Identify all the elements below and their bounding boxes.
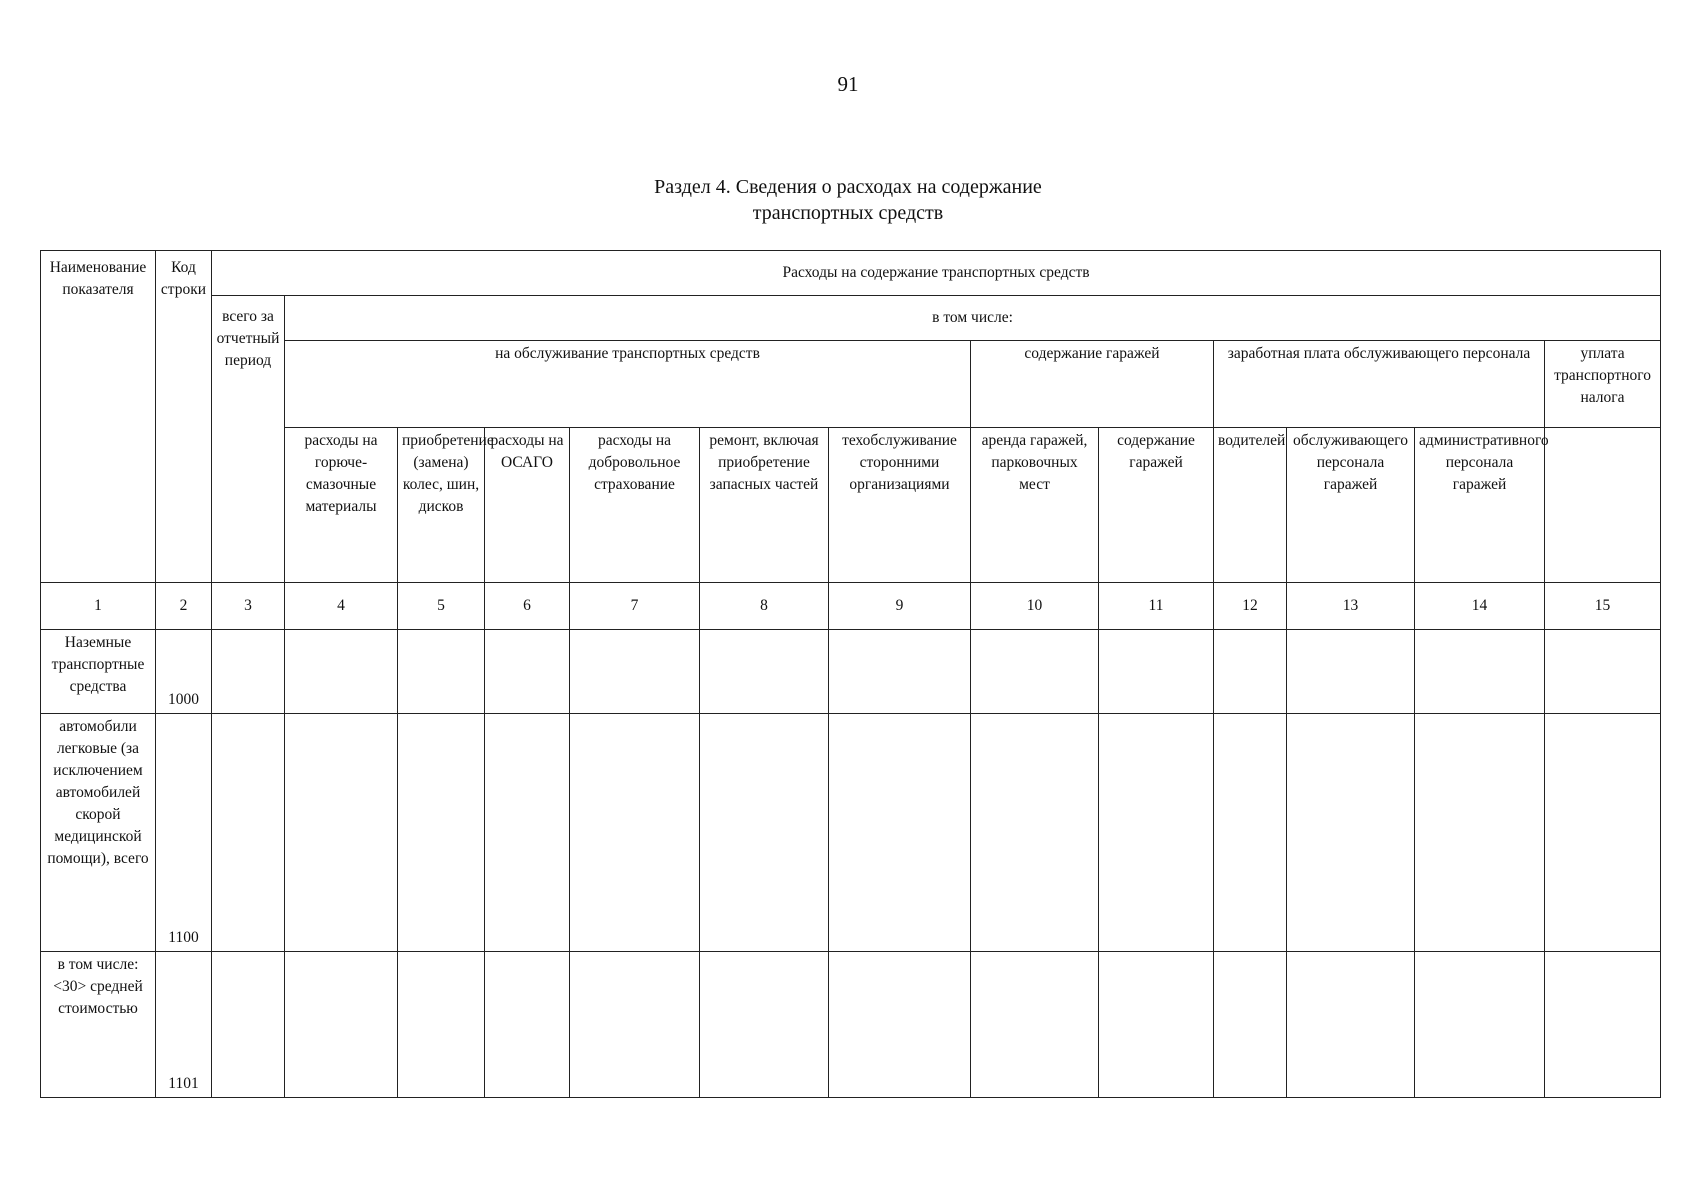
data-cell[interactable] — [971, 630, 1099, 714]
column-number: 3 — [212, 583, 285, 630]
column-number: 5 — [398, 583, 485, 630]
data-cell[interactable] — [829, 952, 971, 1098]
column-number: 7 — [570, 583, 700, 630]
data-cell[interactable] — [1545, 952, 1661, 1098]
row-code: 1100 — [156, 714, 212, 952]
data-cell[interactable] — [971, 714, 1099, 952]
data-cell[interactable] — [829, 714, 971, 952]
data-cell[interactable] — [1287, 714, 1415, 952]
data-cell[interactable] — [485, 630, 570, 714]
section-title — [0, 174, 1696, 226]
data-cell[interactable] — [570, 630, 700, 714]
data-cell[interactable] — [212, 952, 285, 1098]
header-wheels: приобретение (замена) колес, шин, дисков — [398, 428, 485, 583]
column-number: 6 — [485, 583, 570, 630]
column-number: 11 — [1099, 583, 1214, 630]
column-number: 12 — [1214, 583, 1287, 630]
column-number: 14 — [1415, 583, 1545, 630]
table-row — [41, 714, 1661, 952]
header-garage-upkeep: содержание гаражей — [1099, 428, 1214, 583]
header-total: всего за отчетный период — [212, 296, 285, 583]
data-cell[interactable] — [485, 714, 570, 952]
data-cell[interactable] — [212, 630, 285, 714]
page-number: 91 — [837, 72, 859, 96]
data-cell[interactable] — [285, 714, 398, 952]
header-fuel: расходы на горюче-смазочные материалы — [285, 428, 398, 583]
header-tax-empty — [1545, 428, 1661, 583]
header-group-garages: содержание гаражей — [971, 341, 1214, 428]
row-code: 1000 — [156, 630, 212, 714]
header-garage-rent: аренда гаражей, парковочных мест — [971, 428, 1099, 583]
data-cell[interactable] — [485, 952, 570, 1098]
column-number: 1 — [41, 583, 156, 630]
table-row — [41, 630, 1661, 714]
data-cell[interactable] — [1545, 630, 1661, 714]
data-cell[interactable] — [700, 952, 829, 1098]
section-title-line1: Раздел 4. Сведения о расходах на содержание — [654, 176, 1042, 198]
header-repair: ремонт, включая приобретение запасных частей — [700, 428, 829, 583]
column-number: 2 — [156, 583, 212, 630]
header-group-service: на обслуживание транспортных средств — [285, 341, 971, 428]
data-cell[interactable] — [398, 630, 485, 714]
row-code: 1101 — [156, 952, 212, 1098]
column-number-row — [41, 583, 1661, 630]
data-cell[interactable] — [700, 630, 829, 714]
header-voluntary-insurance: расходы на добровольное страхование — [570, 428, 700, 583]
data-cell[interactable] — [212, 714, 285, 952]
expenses-table — [40, 250, 1661, 1098]
data-cell[interactable] — [1099, 630, 1214, 714]
header-expenses: Расходы на содержание транспортных средств — [212, 251, 1661, 296]
header-drivers: водителей — [1214, 428, 1287, 583]
column-number: 15 — [1545, 583, 1661, 630]
data-cell[interactable] — [829, 630, 971, 714]
column-number: 9 — [829, 583, 971, 630]
header-including: в том числе: — [285, 296, 1661, 341]
data-cell[interactable] — [285, 952, 398, 1098]
data-cell[interactable] — [1415, 714, 1545, 952]
header-row-2 — [41, 296, 1661, 341]
table-row — [41, 952, 1661, 1098]
row-name: в том числе: <30> средней стоимостью — [41, 952, 156, 1098]
row-name: Наземные транспортные средства — [41, 630, 156, 714]
column-number: 13 — [1287, 583, 1415, 630]
data-cell[interactable] — [570, 714, 700, 952]
data-cell[interactable] — [1099, 952, 1214, 1098]
header-indicator-name: Наименование показателя — [41, 251, 156, 583]
header-admin-staff: административного персонала гаражей — [1415, 428, 1545, 583]
header-row-1 — [41, 251, 1661, 296]
data-cell[interactable] — [570, 952, 700, 1098]
column-number: 8 — [700, 583, 829, 630]
header-third-party-service: техобслуживание сторонними организациями — [829, 428, 971, 583]
data-cell[interactable] — [1099, 714, 1214, 952]
data-cell[interactable] — [1415, 952, 1545, 1098]
header-osago: расходы на ОСАГО — [485, 428, 570, 583]
data-cell[interactable] — [1287, 630, 1415, 714]
data-cell[interactable] — [1214, 952, 1287, 1098]
data-cell[interactable] — [1545, 714, 1661, 952]
section-title-line2: транспортных средств — [752, 202, 944, 224]
header-group-salary: заработная плата обслуживающего персонала — [1214, 341, 1545, 428]
data-cell[interactable] — [700, 714, 829, 952]
data-cell[interactable] — [1214, 714, 1287, 952]
row-name: автомобили легковые (за исключением автомобилей скорой медицинской помощи), всего — [41, 714, 156, 952]
data-cell[interactable] — [398, 952, 485, 1098]
data-cell[interactable] — [1415, 630, 1545, 714]
header-row-code: Код строки — [156, 251, 212, 583]
data-cell[interactable] — [1287, 952, 1415, 1098]
data-cell[interactable] — [1214, 630, 1287, 714]
header-garage-staff: обслуживающего персонала гаражей — [1287, 428, 1415, 583]
data-cell[interactable] — [398, 714, 485, 952]
column-number: 10 — [971, 583, 1099, 630]
column-number: 4 — [285, 583, 398, 630]
data-cell[interactable] — [971, 952, 1099, 1098]
header-group-tax: уплата транспортного налога — [1545, 341, 1661, 428]
data-cell[interactable] — [285, 630, 398, 714]
